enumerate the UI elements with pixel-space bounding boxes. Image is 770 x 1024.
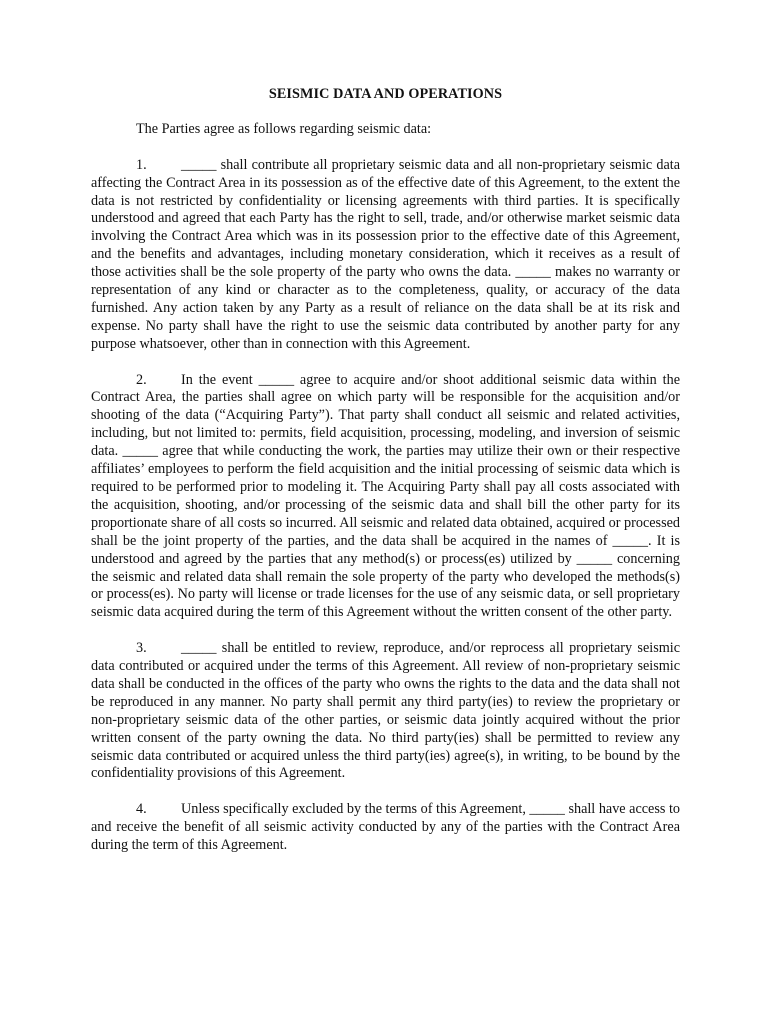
intro-text: The Parties agree as follows regarding seismic data: [136,120,432,137]
paragraph-1 [91,157,680,354]
document-title: SEISMIC DATA AND OPERATIONS [268,86,503,102]
paragraph-4 [91,801,680,855]
paragraph-number: 2. [136,371,147,388]
paragraph-number: 1. [136,156,147,173]
paragraph-2 [91,372,680,623]
document-page [91,86,680,873]
paragraph-text: _____ shall contribute all proprietary seismic data and all non-proprietary seismic data affecting the Contract Area in its possession as of the effective date of this Agreement, to the extent the data is not restricted by confidentiality or licensing agreements with third parties. It is specifically understood and agreed that each Party has the right to sell, trade, and/or otherwise market seismic data involving the Contract Area which was in its possession prior to the effective date of this Agreement, and the benefits and advantages, including monetary consideration, which it receives as a result of those activities shall be the sole property of the party who owns the data. _____ makes no warranty or representation of any kind or character as to the completeness, quality, or accuracy of the data furnished. Any action taken by any Party as a result of reliance on the data shall be at its risk and expense. No party shall have the right to use the seismic data contributed by another party for any purpose whatsoever, other than in connection with this Agreement. [91,156,680,352]
paragraph-3 [91,640,680,783]
paragraph-text: In the event _____ agree to acquire and/or shoot additional seismic data within the Contract Area, the parties shall agree on which party will be responsible for the acquisition and/or shooting of the data (“Acquiring Party”). That party shall conduct all seismic and related activities, including, but not limited to: permits, field acquisition, processing, modeling, and inversion of seismic data. _____ agree that while conducting the work, the parties may utilize their own or their respective affiliates’ employees to perform the field acquisition and the initial processing of seismic data which is required to be performed prior to modeling it. The Acquiring Party shall pay all costs associated with the acquisition, shooting, and/or processing of the seismic data and shall bill the other party for its proportionate share of all costs so incurred. All seismic and related data obtained, acquired or processed shall be the joint property of the parties, and the data shall be acquired in the names of _____. It is understood and agreed by the parties that any method(s) or process(es) utilized by _____ concerning the seismic and related data shall remain the sole property of the party who developed the methods(s) or process(es). No party will license or trade licenses for the use of any seismic data, or sell proprietary seismic data acquired during the term of this Agreement without the written consent of the other party. [91,371,680,621]
paragraph-number: 4. [136,801,147,818]
paragraph-text: Unless specifically excluded by the terms of this Agreement, _____ shall have access to and receive the benefit of all seismic activity conducted by any of the parties with the Contract Area during the term of this Agreement. [91,801,680,854]
paragraph-text: _____ shall be entitled to review, reproduce, and/or reprocess all proprietary seismic data contributed or acquired under the terms of this Agreement. All review of non-proprietary seismic data shall be conducted in the offices of the party who owns the rights to the data and the data shall not be reproduced in any manner. No party shall permit any third party(ies) to review the proprietary or non-proprietary seismic data of the other parties, or seismic data jointly acquired without the prior written consent of the party owning the data. No third party(ies) shall be permitted to review any seismic data contributed or acquired unless the third party(ies) agree(s), in writing, to be bound by the confidentiality provisions of this Agreement. [91,640,680,782]
paragraph-number: 3. [136,640,147,657]
